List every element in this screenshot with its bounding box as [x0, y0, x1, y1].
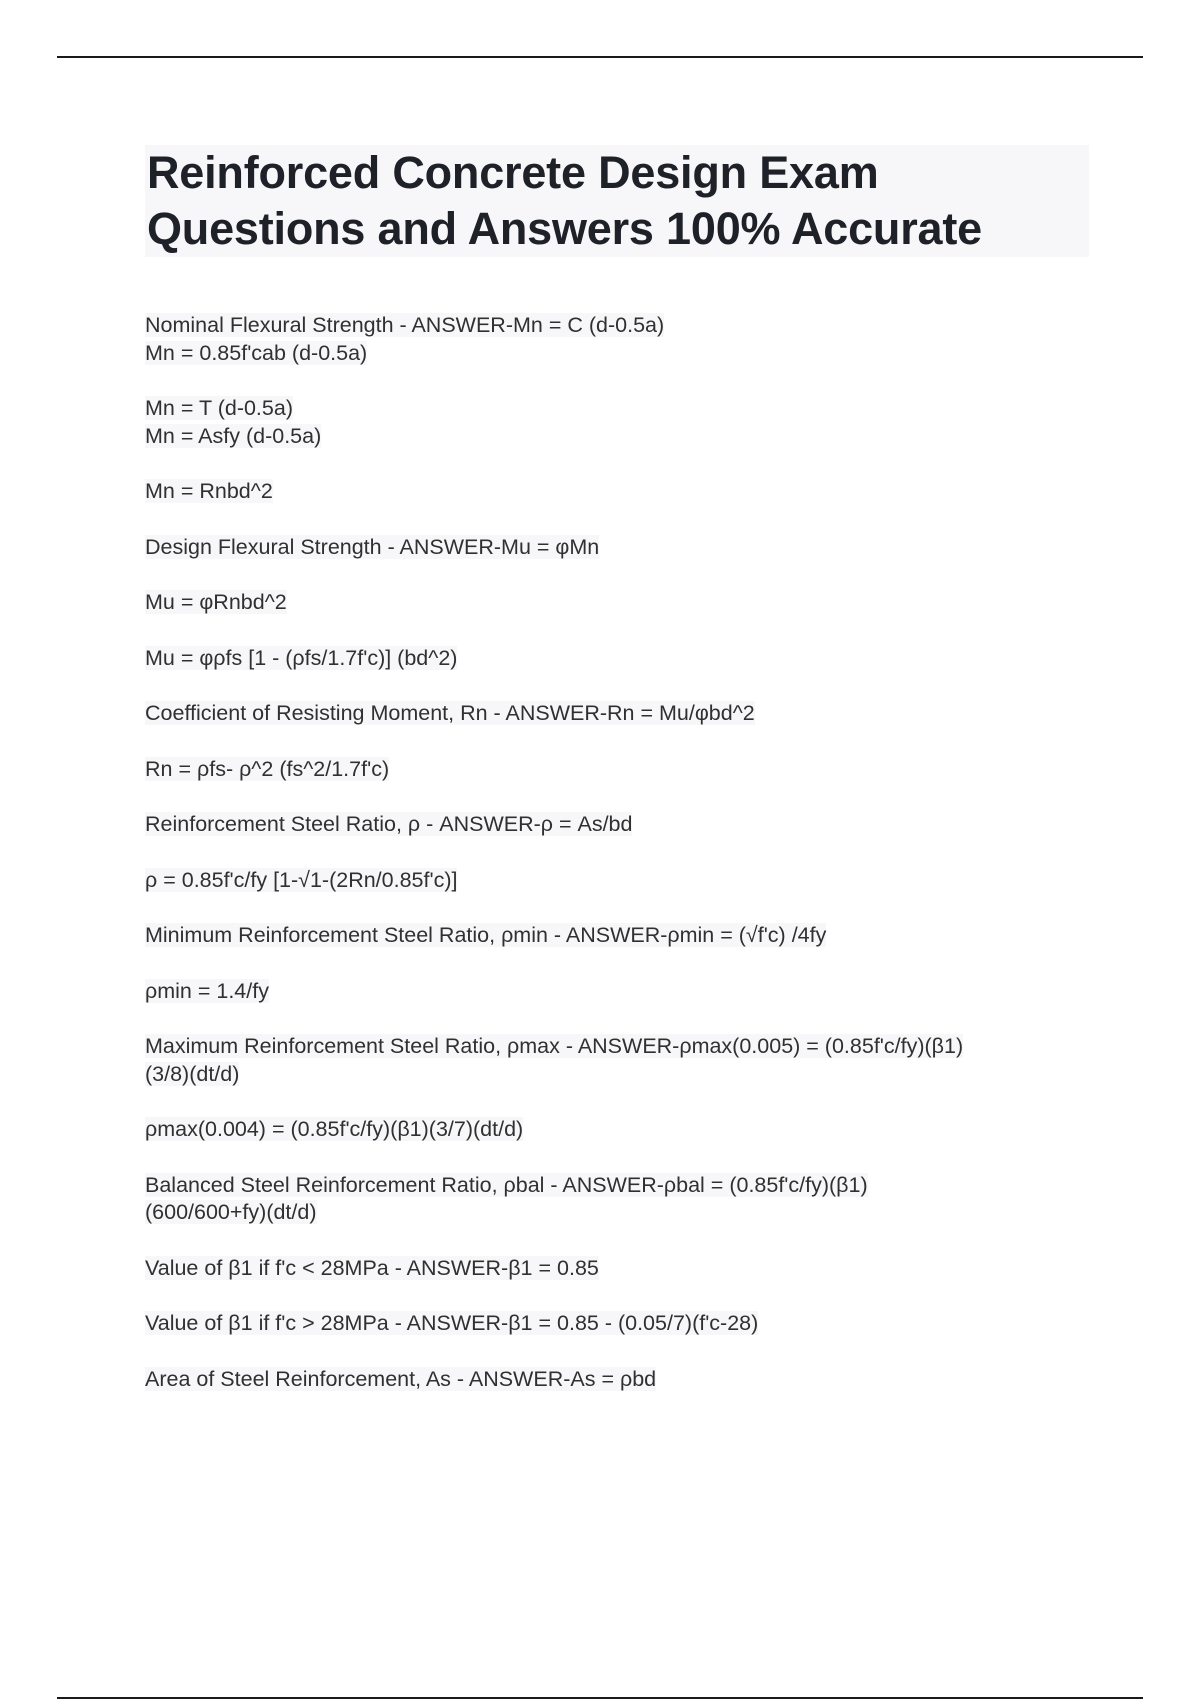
paragraph-spacer [145, 1338, 1105, 1366]
paragraph-spacer [145, 506, 1105, 534]
paragraph-spacer [145, 450, 1105, 478]
page-title [145, 145, 1089, 257]
paragraph-line: Design Flexural Strength - ANSWER-Mu = φMn [145, 534, 600, 559]
qa-paragraph [145, 756, 1105, 784]
title-line-2: Questions and Answers 100% Accurate [147, 203, 982, 254]
qa-paragraph [145, 645, 1105, 673]
qa-paragraph [145, 700, 1105, 728]
paragraph-spacer [145, 839, 1105, 867]
paragraph-line: Rn = ρfs- ρ^2 (fs^2/1.7f'c) [145, 756, 390, 781]
paragraph-line: ρmax(0.004) = (0.85f'c/fy)(β1)(3/7)(dt/d) [145, 1117, 524, 1141]
qa-paragraph [145, 978, 1105, 1006]
paragraph-spacer [145, 783, 1105, 811]
paragraph-line: Mn = Asfy (d-0.5a) [145, 423, 322, 448]
paragraph-line: Value of β1 if f'c > 28MPa - ANSWER-β1 = 0.85 - (0.05/7)(f'c-28) [145, 1311, 759, 1335]
qa-paragraph [145, 1310, 1105, 1338]
paragraph-line: Reinforcement Steel Ratio, ρ - ANSWER-ρ = As/bd [145, 812, 633, 836]
qa-paragraph [145, 867, 1105, 895]
paragraph-line: (3/8)(dt/d) [145, 1061, 240, 1086]
paragraph-line: Value of β1 if f'c < 28MPa - ANSWER-β1 = 0.85 [145, 1255, 599, 1280]
qa-paragraph [145, 589, 1105, 617]
paragraph-line: Maximum Reinforcement Steel Ratio, ρmax - ANSWER-ρmax(0.005) = (0.85f'c/fy)(β1) [145, 1034, 964, 1058]
qa-paragraph [145, 1033, 1105, 1088]
qa-paragraph [145, 478, 1105, 506]
qa-paragraph [145, 811, 1105, 839]
title-line-1: Reinforced Concrete Design Exam [147, 147, 879, 198]
qa-paragraph [145, 1116, 1105, 1144]
paragraph-spacer [145, 1005, 1105, 1033]
paragraph-spacer [145, 617, 1105, 645]
paragraph-spacer [145, 950, 1105, 978]
paragraph-spacer [145, 1282, 1105, 1310]
title-block [145, 145, 1089, 257]
paragraph-spacer [145, 561, 1105, 589]
bottom-rule [57, 1697, 1143, 1699]
paragraph-line: Mn = Rnbd^2 [145, 479, 273, 503]
paragraph-line: Mu = φρfs [1 - (ρfs/1.7f'c)] (bd^2) [145, 645, 458, 670]
paragraph-line: Mu = φRnbd^2 [145, 590, 287, 614]
paragraph-spacer [145, 1088, 1105, 1116]
paragraph-spacer [145, 367, 1105, 395]
qa-paragraph [145, 395, 1105, 450]
top-rule [57, 56, 1143, 58]
paragraph-line: Balanced Steel Reinforcement Ratio, ρbal - ANSWER-ρbal = (0.85f'c/fy)(β1) [145, 1172, 868, 1197]
paragraph-line: Mn = T (d-0.5a) [145, 396, 293, 420]
qa-paragraph [145, 1366, 1105, 1394]
qa-paragraph [145, 1172, 1105, 1227]
paragraph-spacer [145, 1227, 1105, 1255]
qa-paragraph [145, 312, 1105, 367]
paragraph-line: (600/600+fy)(dt/d) [145, 1200, 317, 1224]
paragraph-line: Minimum Reinforcement Steel Ratio, ρmin - ANSWER-ρmin = (√f'c) /4fy [145, 923, 827, 947]
qa-paragraph [145, 534, 1105, 562]
document-body [145, 312, 1105, 1393]
paragraph-line: Area of Steel Reinforcement, As - ANSWER-As = ρbd [145, 1366, 657, 1391]
paragraph-line: Mn = 0.85f'cab (d-0.5a) [145, 340, 368, 365]
paragraph-line: ρ = 0.85f'c/fy [1-√1-(2Rn/0.85f'c)] [145, 867, 458, 892]
qa-paragraph [145, 922, 1105, 950]
paragraph-spacer [145, 728, 1105, 756]
paragraph-line: Coefficient of Resisting Moment, Rn - ANSWER-Rn = Mu/φbd^2 [145, 701, 755, 725]
paragraph-line: Nominal Flexural Strength - ANSWER-Mn = C (d-0.5a) [145, 313, 665, 337]
paragraph-spacer [145, 894, 1105, 922]
qa-paragraph [145, 1255, 1105, 1283]
paragraph-line: ρmin = 1.4/fy [145, 978, 269, 1003]
paragraph-spacer [145, 672, 1105, 700]
paragraph-spacer [145, 1144, 1105, 1172]
